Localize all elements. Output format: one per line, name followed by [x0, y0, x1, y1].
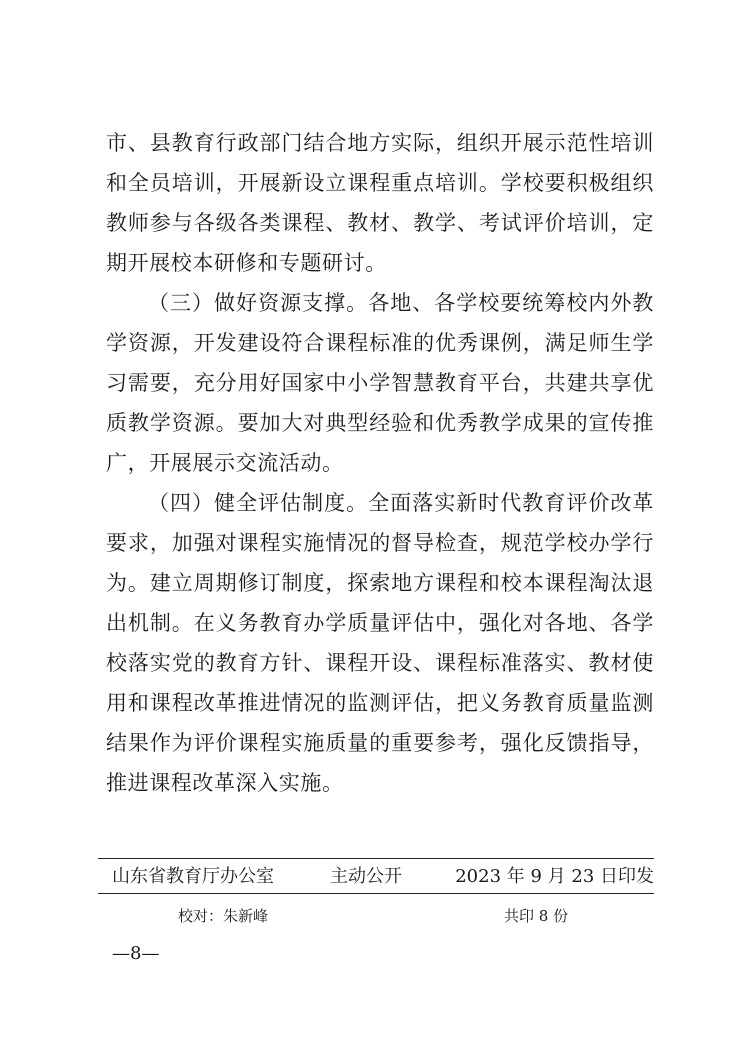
- issuer-name: 山东省教育厅办公室: [112, 866, 274, 887]
- paragraph-evaluation-system-text: 全面落实新时代教育评价改革要求，加强对课程实施情况的督导检查，规范学校办学行为。建立周期修订制度，探索地方课程和校本课程淘汰退出机制。在义务教育办学质量评估中，强化对各地、各学校落实党的教育方针、课程开设、课程标准落实、教材使用和课程改革推进情况的监测评估，把义务教育质量监测结果作为评价课程实施质量的重要参考，强化反馈指导，推进课程改革深入实施。: [106, 491, 654, 795]
- print-date: 2023 年 9 月 23 日印发: [455, 866, 654, 887]
- publicity-label: 主动公开: [330, 866, 402, 887]
- paragraph-evaluation-system: [106, 483, 654, 803]
- paragraph-resource-support: [106, 283, 654, 483]
- paragraph-resource-support-text: 各地、各学校要统筹校内外教学资源，开发建设符合课程标准的优秀课例，满足师生学习需要，充分用好国家中小学智慧教育平台，共建共享优质教学资源。要加大对典型经验和优秀教学成果的宣传推广，开展展示交流活动。: [106, 291, 654, 475]
- body-text: [106, 123, 654, 803]
- footer-rule-top: [98, 858, 654, 859]
- copies-count: 共印 8 份: [504, 907, 569, 925]
- footer-rule-bottom: [98, 893, 654, 894]
- page-number: —8—: [112, 943, 160, 964]
- proofreader: 校对：朱新峰: [178, 907, 269, 925]
- footer-imprint-row: [98, 864, 654, 890]
- footer-proof-row: [98, 904, 654, 928]
- section-heading-resource-support: （三）做好资源支撑。: [148, 291, 369, 315]
- paragraph-training: 市、县教育行政部门结合地方实际，组织开展示范性培训和全员培训，开展新设立课程重点培训。学校要积极组织教师参与各级各类课程、教材、教学、考试评价培训，定期开展校本研修和专题研讨。: [106, 131, 654, 275]
- section-heading-evaluation-system: （四）健全评估制度。: [148, 491, 369, 515]
